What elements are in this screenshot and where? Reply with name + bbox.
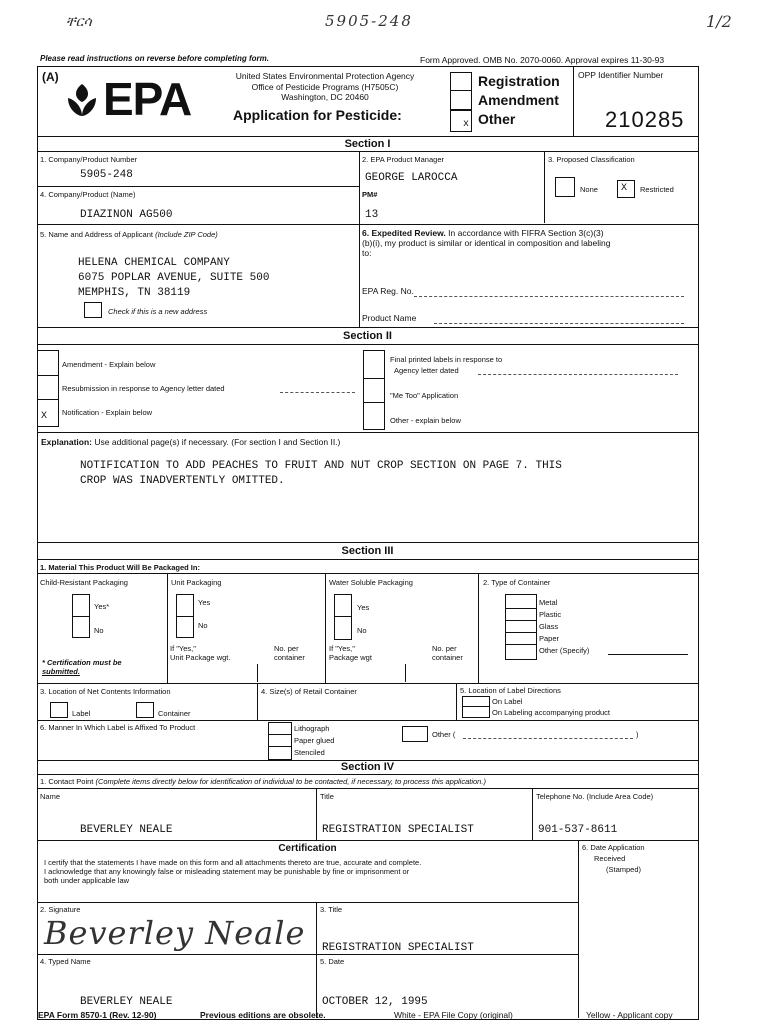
other-affix-checkbox[interactable] (402, 726, 428, 742)
signature-label: 2. Signature (40, 905, 81, 914)
resubmission-date-field[interactable] (280, 392, 355, 393)
unit-packaging-no-label: No (198, 621, 208, 630)
amendment-checkbox[interactable] (450, 90, 472, 110)
agency-line-1: United States Environmental Protection Agency (235, 71, 415, 81)
water-if-yes-label: If "Yes," (329, 644, 355, 653)
net-contents-label: 3. Location of Net Contents Information (40, 687, 171, 696)
other-container-checkbox[interactable] (505, 644, 537, 660)
amendment-explain-label: Amendment - Explain below (62, 360, 156, 369)
manner-label: 6. Manner In Which Label is Affixed To Product (40, 723, 196, 732)
block-tag: (A) (42, 70, 59, 84)
certification-text-3: both under applicable law (44, 876, 130, 885)
water-package-weight-label: Package wgt (329, 653, 372, 662)
classification-label: 3. Proposed Classification (548, 155, 635, 164)
none-checkbox[interactable] (555, 177, 575, 197)
section-1-title: Section I (344, 138, 391, 150)
date-received-label-1: 6. Date Application (582, 843, 645, 852)
plastic-label: Plastic (539, 610, 562, 619)
child-resistant-no-label: No (94, 626, 104, 635)
final-labels-label-1: Final printed labels in response to (390, 355, 503, 364)
expedited-review-rest: In accordance with FIFRA Section 3(c)(3) (448, 228, 604, 238)
applicant-label (40, 230, 218, 239)
on-label-option: On Label (492, 697, 523, 706)
date-received-label-2: Received (594, 854, 626, 863)
none-label: None (580, 185, 598, 194)
instructions-note: Please read instructions on reverse before completing form. (40, 54, 269, 63)
retail-size-label: 4. Size(s) of Retail Container (261, 687, 357, 696)
unit-packaging-no-checkbox[interactable] (176, 616, 194, 638)
metal-label: Metal (539, 598, 558, 607)
date-received-label-3: (Stamped) (606, 865, 642, 874)
epa-reg-no-label: EPA Reg. No. (362, 286, 414, 296)
company-product-number[interactable]: 5905-248 (80, 169, 133, 181)
product-name-field[interactable] (434, 323, 684, 324)
type-other-label: Other (478, 111, 516, 127)
certification-note-2: submitted. (42, 667, 80, 676)
contact-title-label: Title (320, 792, 334, 801)
contact-name-label: Name (40, 792, 61, 801)
applicant-line-3: MEMPHIS, TN 38119 (78, 287, 191, 299)
opp-identifier-number: 210285 (605, 107, 685, 132)
typed-name-label: 4. Typed Name (40, 957, 91, 966)
water-soluble-yes-label: Yes (357, 603, 370, 612)
resubmission-label: Resubmission in response to Agency letter dated (62, 384, 225, 393)
child-resistant-yes-checkbox[interactable] (72, 594, 90, 618)
water-soluble-yes-checkbox[interactable] (334, 594, 352, 618)
net-container-checkbox[interactable] (136, 702, 154, 718)
phone-label: Telephone No. (Include Area Code) (536, 792, 654, 801)
net-container-option: Container (158, 709, 191, 718)
unit-no-per-label: No. per (274, 644, 299, 653)
company-product-number-label: 1. Company/Product Number (40, 155, 138, 164)
epa-logo-text: EPA (103, 73, 192, 125)
restricted-mark: X (621, 183, 628, 194)
handwritten-page-marker: 1/2 (706, 12, 732, 31)
new-address-label: Check if this is a new address (108, 307, 208, 316)
water-no-per-label: No. per (432, 644, 457, 653)
paper-label: Paper (539, 634, 560, 643)
application-title: Application for Pesticide: (233, 107, 402, 123)
certification-note-1: * Certification must be (42, 658, 122, 667)
expedited-review-text (362, 228, 696, 258)
expedited-review-line-2: (b)(i), my product is similar or identical in composition and labeling (362, 238, 611, 248)
new-address-checkbox[interactable] (84, 302, 102, 318)
agency-line-2: Office of Pesticide Programs (H7505C) (251, 81, 399, 92)
date-received-label (582, 842, 645, 875)
unit-packaging-yes-label: Yes (198, 598, 211, 607)
explanation-line-2: CROP WAS INADVERTENTLY OMITTED. (80, 475, 285, 487)
on-labeling-option: On Labeling accompanying product (492, 708, 610, 717)
company-product-name-label: 4. Company/Product (Name) (40, 190, 136, 199)
contact-name[interactable]: BEVERLEY NEALE (80, 824, 173, 836)
other-specify-field[interactable] (608, 654, 688, 655)
material-label: 1. Material This Product Will Be Packaged In: (40, 563, 200, 572)
glass-label: Glass (539, 622, 559, 631)
final-labels-date-field[interactable] (478, 374, 678, 375)
other-affix-label: Other ( (432, 730, 456, 739)
form-id: EPA Form 8570-1 (Rev. 12-90) (38, 1010, 157, 1020)
child-resistant-yes-label: Yes* (94, 602, 110, 611)
type-amendment-label: Amendment (478, 92, 559, 108)
certification-text (44, 858, 574, 885)
signature[interactable]: Beverley Neale (44, 914, 306, 952)
signer-title[interactable]: REGISTRATION SPECIALIST (322, 942, 474, 954)
other-explain-checkbox[interactable] (363, 402, 385, 430)
unit-if-yes-label: If "Yes," (170, 644, 196, 653)
notification-mark: X (41, 411, 48, 422)
contact-point-head: 1. Contact Point (40, 777, 94, 786)
section-2-title: Section II (343, 330, 392, 342)
child-resistant-label: Child-Resistant Packaging (40, 578, 128, 587)
explanation-line-1: NOTIFICATION TO ADD PEACHES TO FRUIT AND NUT CROP SECTION ON PAGE 7. THIS (80, 460, 562, 472)
unit-package-weight-label: Unit Package wgt. (170, 653, 231, 662)
white-copy-note: White - EPA File Copy (original) (394, 1010, 513, 1020)
other-specify-label: Other (Specify) (539, 646, 590, 655)
water-soluble-no-label: No (357, 626, 367, 635)
product-manager-name[interactable]: GEORGE LAROCCA (365, 172, 458, 184)
other-affix-close: ) (636, 730, 639, 739)
pm-number[interactable]: 13 (365, 209, 379, 221)
child-resistant-no-checkbox[interactable] (72, 616, 90, 638)
applicant-address[interactable] (78, 256, 269, 301)
signer-title-label: 3. Title (320, 905, 343, 914)
applicant-label-zip: (Include ZIP Code) (155, 230, 218, 239)
net-label-checkbox[interactable] (50, 702, 68, 718)
contact-title[interactable]: REGISTRATION SPECIALIST (322, 824, 474, 836)
company-product-name[interactable]: DIAZINON AG500 (80, 209, 173, 221)
form-approval-note: Form Approved. OMB No. 2070-0060. Approval expires 11-30-93 (420, 55, 665, 65)
unit-container-label: container (274, 653, 305, 662)
agency-info (205, 71, 445, 103)
section-4-title: Section IV (340, 761, 395, 773)
expedited-review-line-3: to: (362, 248, 372, 258)
product-name-label: Product Name (362, 313, 417, 323)
certification-title: Certification (278, 843, 337, 854)
stenciled-label: Stenciled (294, 748, 325, 757)
certification-text-2: I acknowledge that any knowingly false or misleading statement may be punishable by fine or imprisonment or (44, 867, 410, 876)
water-soluble-no-checkbox[interactable] (334, 616, 352, 640)
on-labeling-checkbox[interactable] (462, 706, 490, 718)
net-label-option: Label (72, 709, 91, 718)
paper-glued-label: Paper glued (294, 736, 335, 745)
other-affix-field[interactable] (463, 738, 633, 739)
resubmission-checkbox[interactable] (37, 375, 59, 401)
handwritten-note-left: ቸርሳ (66, 14, 92, 30)
obsolete-note: Previous editions are obsolete. (200, 1010, 326, 1020)
agency-line-3: Washington, DC 20460 (281, 92, 369, 102)
phone-number[interactable]: 901-537-8611 (538, 824, 618, 836)
me-too-checkbox[interactable] (363, 378, 385, 404)
contact-point-label (40, 777, 486, 786)
pm-number-label: PM# (362, 190, 378, 199)
final-labels-label-2: Agency letter dated (394, 366, 459, 375)
explanation-head: Explanation: (41, 437, 93, 447)
type-container-label: 2. Type of Container (483, 578, 551, 587)
stenciled-checkbox[interactable] (268, 746, 292, 760)
other-explain-label: Other - explain below (390, 416, 461, 425)
applicant-line-2: 6075 POPLAR AVENUE, SUITE 500 (78, 272, 270, 284)
certification-note (42, 658, 122, 676)
epa-reg-no-field[interactable] (414, 296, 684, 297)
explanation-label (41, 437, 340, 447)
contact-point-hint: (Complete items directly below for identification of individual to be contacted, if necessary, to process this application.) (95, 777, 486, 786)
notification-label: Notification - Explain below (62, 408, 153, 417)
typed-name[interactable]: BEVERLEY NEALE (80, 996, 173, 1008)
me-too-label: "Me Too" Application (390, 391, 459, 400)
applicant-label-main: 5. Name and Address of Applicant (40, 230, 153, 239)
yellow-copy-note: Yellow - Applicant copy (586, 1010, 673, 1020)
final-labels-checkbox[interactable] (363, 350, 385, 380)
applicant-line-1: HELENA CHEMICAL COMPANY (78, 257, 230, 269)
label-directions-label: 5. Location of Label Directions (460, 686, 561, 695)
restricted-label: Restricted (640, 185, 674, 194)
signed-date[interactable]: OCTOBER 12, 1995 (322, 996, 428, 1008)
expedited-review-head: 6. Expedited Review. (362, 228, 446, 238)
handwritten-product-number: 5905-248 (325, 12, 413, 30)
amendment-explain-checkbox[interactable] (37, 350, 59, 377)
water-soluble-label: Water Soluble Packaging (329, 578, 413, 587)
type-registration-label: Registration (478, 73, 560, 89)
explanation-hint: Use additional page(s) if necessary. (For section I and Section II.) (94, 437, 341, 447)
other-checkbox-mark: x (463, 119, 470, 130)
water-container-label: container (432, 653, 463, 662)
product-manager-label: 2. EPA Product Manager (362, 155, 444, 164)
lithograph-label: Lithograph (294, 724, 330, 733)
unit-packaging-yes-checkbox[interactable] (176, 594, 194, 618)
section-3-title: Section III (341, 545, 394, 557)
date-label: 5. Date (320, 957, 345, 966)
explanation-text[interactable] (80, 459, 562, 489)
opp-identifier-label: OPP Identifier Number (578, 70, 664, 80)
unit-packaging-label: Unit Packaging (171, 578, 222, 587)
registration-checkbox[interactable] (450, 72, 472, 92)
certification-text-1: I certify that the statements I have made on this form and all attachments thereto are true, accurate and complete. (44, 858, 422, 867)
